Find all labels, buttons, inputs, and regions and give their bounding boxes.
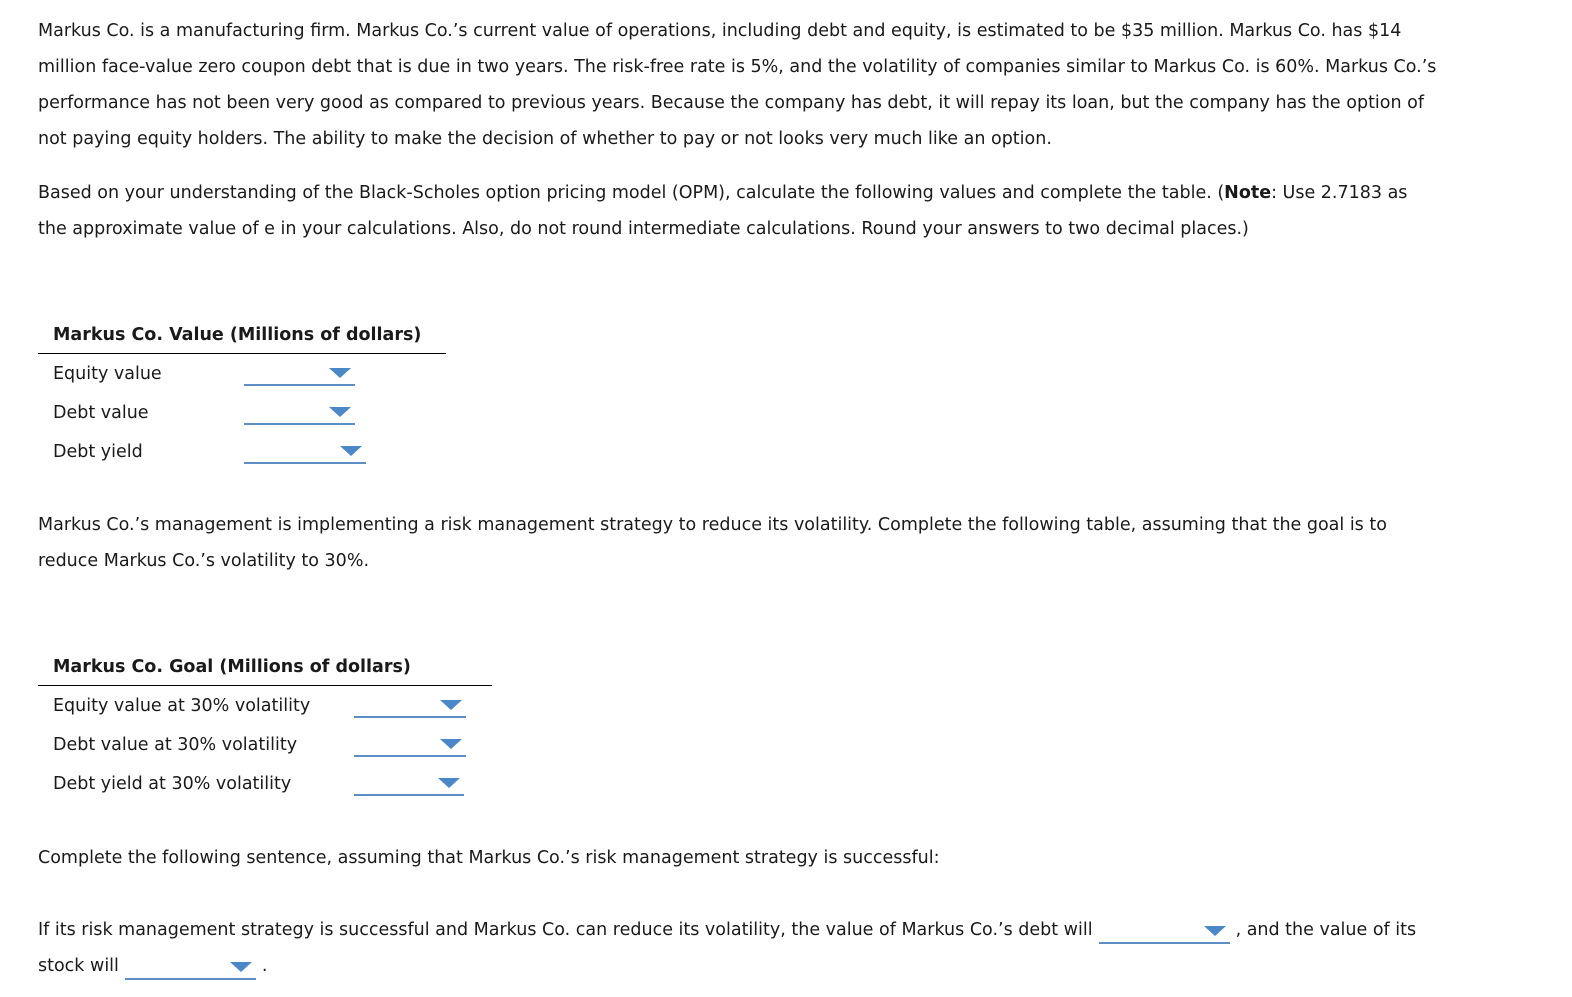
instructions-paragraph xyxy=(38,175,1438,247)
debt-change-dropdown[interactable] xyxy=(1099,918,1230,944)
debt-value-dropdown[interactable] xyxy=(244,399,355,425)
goal-debt-value-dropdown[interactable] xyxy=(354,731,466,757)
chevron-down-icon xyxy=(340,446,362,456)
goal-equity-value-dropdown[interactable] xyxy=(354,692,466,718)
goal-debt-yield-label: Debt yield at 30% volatility xyxy=(53,774,292,794)
value-table xyxy=(38,320,446,471)
sentence-part-1: If its risk management strategy is successful and Markus Co. can reduce its volatility, the value of Markus Co.’s debt will xyxy=(38,920,1093,940)
table-row xyxy=(38,354,446,393)
table-row xyxy=(38,393,446,432)
value-table-title: Markus Co. Value (Millions of dollars) xyxy=(38,320,446,354)
instructions-text-end: : Use 2.7183 as the approximate value of e in your calculations. Also, do not round intermediate calculations. Round your answers to two decimal places.) xyxy=(38,183,1408,239)
chevron-down-icon xyxy=(440,700,462,710)
equity-value-dropdown[interactable] xyxy=(244,360,355,386)
debt-value-label: Debt value xyxy=(53,403,149,423)
goal-table-title: Markus Co. Goal (Millions of dollars) xyxy=(38,652,492,686)
equity-value-label: Equity value xyxy=(53,364,162,384)
note-label: Note xyxy=(1224,183,1272,203)
table-row xyxy=(38,764,492,803)
debt-yield-label: Debt yield xyxy=(53,442,143,462)
goal-equity-value-label: Equity value at 30% volatility xyxy=(53,696,311,716)
chevron-down-icon xyxy=(230,962,252,972)
debt-yield-dropdown[interactable] xyxy=(244,438,366,464)
table-row xyxy=(38,725,492,764)
goal-debt-yield-dropdown[interactable] xyxy=(354,770,464,796)
chevron-down-icon xyxy=(440,739,462,749)
risk-management-paragraph: Markus Co.’s management is implementing a risk management strategy to reduce its volatility. Complete the following table, assuming that the goal is to reduce Markus Co.’s volatility to 30%. xyxy=(38,515,1387,571)
fill-in-sentence xyxy=(38,912,1438,984)
table-row xyxy=(38,686,492,725)
sentence-part-2: , and the value of its stock will xyxy=(38,920,1417,976)
instructions-text-start: Based on your understanding of the Black-Scholes option pricing model (OPM), calculate the following values and complete the table. ( xyxy=(38,183,1225,203)
chevron-down-icon xyxy=(438,778,460,788)
chevron-down-icon xyxy=(329,407,351,417)
sentence-part-3: . xyxy=(261,956,268,976)
sentence-instructions: Complete the following sentence, assuming that Markus Co.’s risk management strategy is successful: xyxy=(38,848,940,868)
chevron-down-icon xyxy=(329,368,351,378)
intro-paragraph: Markus Co. is a manufacturing firm. Markus Co.’s current value of operations, including debt and equity, is estimated to be $35 million. Markus Co. has $14 million face-value zero coupon debt that is due in two years. The risk-free rate is 5%, and the volatility of companies similar to Markus Co. is 60%. Markus Co.’s performance has not been very good as compared to previous years. Because the company has debt, it will repay its loan, but the company has the option of not paying equity holders. The ability to make the decision of whether to pay or not looks very much like an option. xyxy=(38,21,1437,149)
chevron-down-icon xyxy=(1204,926,1226,936)
goal-debt-value-label: Debt value at 30% volatility xyxy=(53,735,298,755)
stock-change-dropdown[interactable] xyxy=(125,954,256,980)
table-row xyxy=(38,432,446,471)
goal-table xyxy=(38,652,492,803)
